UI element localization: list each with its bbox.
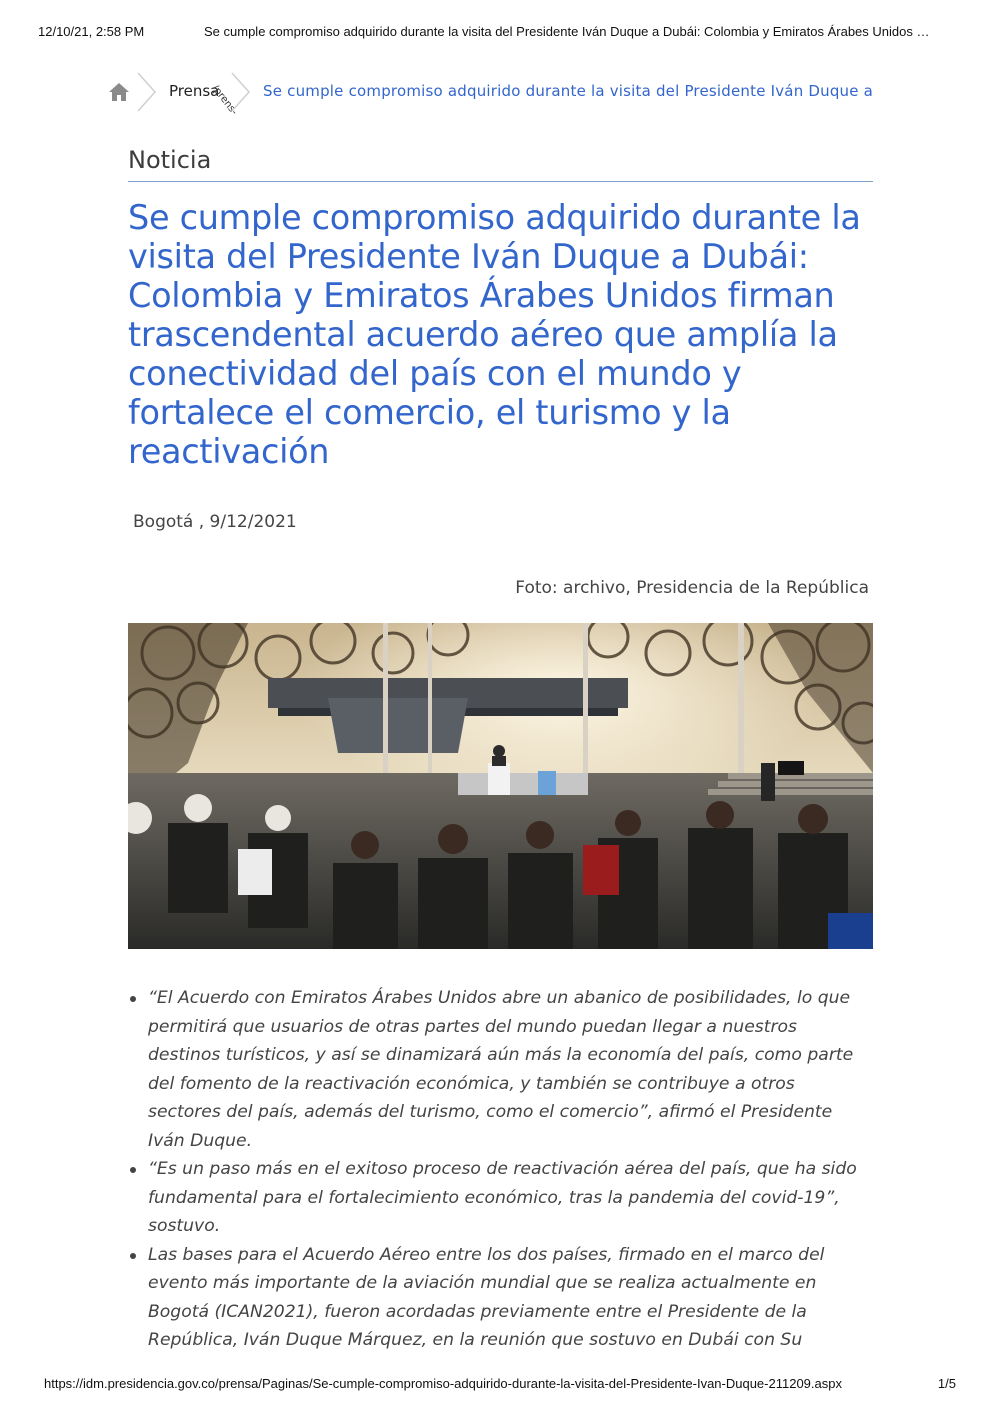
photo-credit: Foto: archivo, Presidencia de la República xyxy=(515,578,869,598)
section-label: Noticia xyxy=(128,146,212,174)
breadcrumb-separator-icon xyxy=(136,72,158,112)
article-dateline: Bogotá , 9/12/2021 xyxy=(133,512,297,532)
breadcrumb-item-path[interactable]: /prens- xyxy=(209,83,240,118)
home-icon[interactable] xyxy=(108,81,130,103)
article-photo xyxy=(128,623,873,949)
article-bullets xyxy=(128,984,873,1355)
breadcrumb-item-prensa[interactable]: Prensa xyxy=(169,82,220,100)
list-item: “El Acuerdo con Emiratos Árabes Unidos abre un abanico de posibilidades, lo que permitirá que usuarios de otras partes del mundo puedan llegar a nuestros destinos turísticos, y así se dinamizará aún más la economía del país, como parte del fomento de la reactivación económica, y también se contribuye a otros sectores del país, además del turismo, como el comercio”, afirmó el Presidente Iván Duque. xyxy=(128,984,873,1155)
breadcrumb xyxy=(108,72,898,118)
breadcrumb-separator-icon xyxy=(230,72,252,112)
print-datetime: 12/10/21, 2:58 PM xyxy=(38,24,145,39)
print-title: Se cumple compromiso adquirido durante la visita del Presidente Iván Duque a Dubái: Colombia y Emiratos Árabes Unidos … xyxy=(204,24,930,39)
article-headline: Se cumple compromiso adquirido durante la visita del Presidente Iván Duque a Dubái: Colombia y Emiratos Árabes Unidos firman trascendental acuerdo aéreo que amplía la conectividad del país con el mundo y fortalece el comercio, el turismo y la reactivación xyxy=(128,198,861,471)
list-item: Las bases para el Acuerdo Aéreo entre los dos países, firmado en el marco del evento más importante de la aviación mundial que se realiza actualmente en Bogotá (ICAN2021), fueron acordadas previamente entre el Presidente de la República, Iván Duque Márquez, en la reunión que sostuvo en Dubái con Su xyxy=(128,1241,873,1355)
section-divider xyxy=(128,181,873,182)
print-page-number: 1/5 xyxy=(937,1376,956,1391)
print-footer xyxy=(44,1376,956,1391)
list-item: “Es un paso más en el exitoso proceso de reactivación aérea del país, que ha sido fundamental para el fortalecimiento económico, tras la pandemia del covid-19”, sostuvo. xyxy=(128,1155,873,1241)
breadcrumb-current[interactable]: Se cumple compromiso adquirido durante la visita del Presidente Iván Duque a xyxy=(263,82,874,100)
print-url: https://idm.presidencia.gov.co/prensa/Paginas/Se-cumple-compromiso-adquirido-durante-la-visita-del-Presidente-Ivan-Duque-211209.aspx xyxy=(44,1376,842,1391)
print-header xyxy=(38,24,962,39)
